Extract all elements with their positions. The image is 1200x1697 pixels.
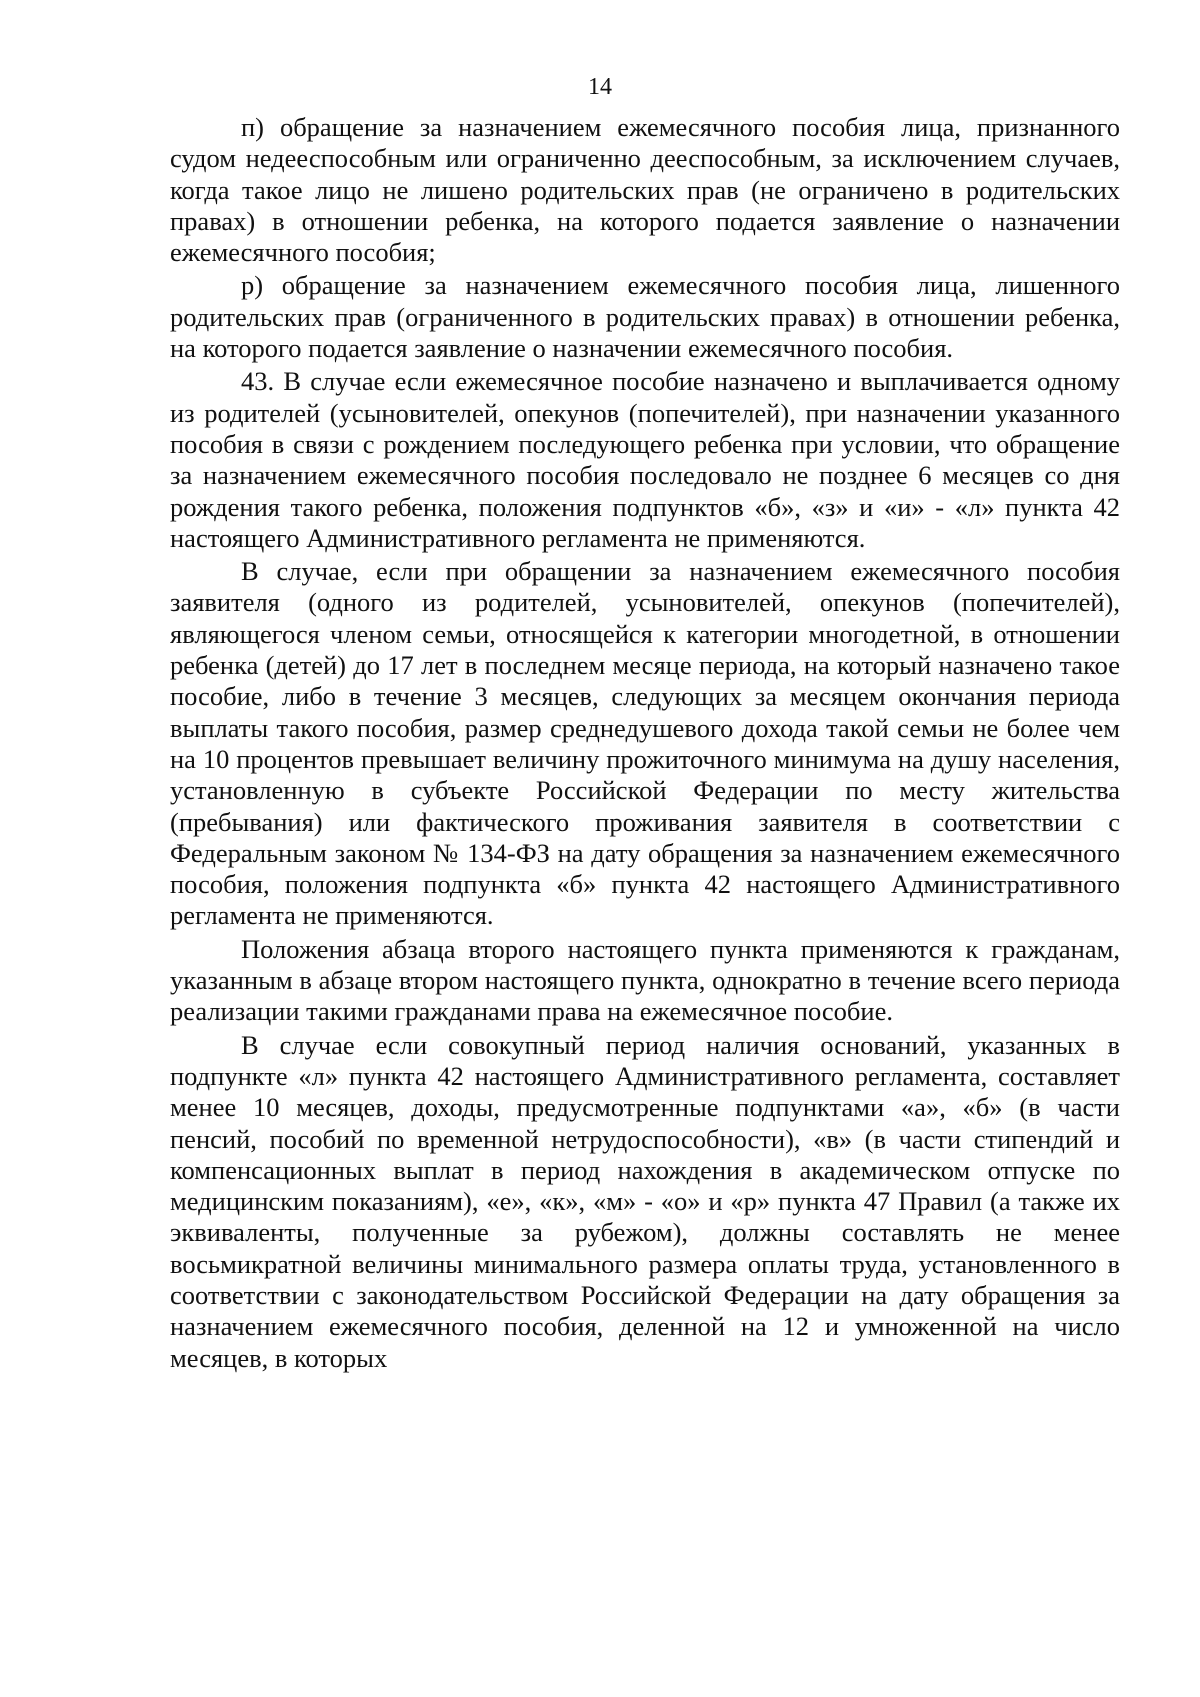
paragraph-r: р) обращение за назначением ежемесячного пособия лица, лишенного родительских прав (ограниченного в родительских правах) в отношении ребенка, на которого подается заявление о назначении ежемесячного пособия. <box>170 270 1120 364</box>
paragraph-43-second: В случае, если при обращении за назначением ежемесячного пособия заявителя (одного из родителей, усыновителей, опекунов (попечителей), являющегося членом семьи, относящейся к категории многодетной, в отношении ребенка (детей) до 17 лет в последнем месяце периода, на который назначено такое пособие, либо в течение 3 месяцев, следующих за месяцем окончания периода выплаты такого пособия, размер среднедушевого дохода такой семьи не более чем на 10 процентов превышает величину прожиточного минимума на душу населения, установленную в субъекте Российской Федерации по месту жительства (пребывания) или фактического проживания заявителя в соответствии с Федеральным законом № 134-ФЗ на дату обращения за назначением ежемесячного пособия, положения подпункта «б» пункта 42 настоящего Административного регламента не применяются. <box>170 556 1120 931</box>
paragraph-p: п) обращение за назначением ежемесячного пособия лица, признанного судом недееспособным или ограниченно дееспособным, за исключением случаев, когда такое лицо не лишено родительских прав (не ограничено в родительских правах) в отношении ребенка, на которого подается заявление о назначении ежемесячного пособия; <box>170 112 1120 268</box>
document-body <box>170 112 1120 1376</box>
page-number: 14 <box>588 74 612 100</box>
paragraph-43-third: Положения абзаца второго настоящего пункта применяются к гражданам, указанным в абзаце втором настоящего пункта, однократно в течение всего периода реализации такими гражданами права на ежемесячное пособие. <box>170 933 1120 1027</box>
paragraph-43: 43. В случае если ежемесячное пособие назначено и выплачивается одному из родителей (усыновителей, опекунов (попечителей), при назначении указанного пособия в связи с рождением последующего ребенка при условии, что обращение за назначением ежемесячного пособия последовало не позднее 6 месяцев со дня рождения такого ребенка, положения подпунктов «б», «з» и «и» - «л» пункта 42 настоящего Административного регламента не применяются. <box>170 366 1120 553</box>
paragraph-43-fourth: В случае если совокупный период наличия оснований, указанных в подпункте «л» пункта 42 настоящего Административного регламента, составляет менее 10 месяцев, доходы, предусмотренные подпунктами «а», «б» (в части пенсий, пособий по временной нетрудоспособности), «в» (в части стипендий и компенсационных выплат в период нахождения в академическом отпуске по медицинским показаниям), «е», «к», «м» - «о» и «р» пункта 47 Правил (а также их эквиваленты, полученные за рубежом), должны составлять не менее восьмикратной величины минимального размера оплаты труда, установленного в соответствии с законодательством Российской Федерации на дату обращения за назначением ежемесячного пособия, деленной на 12 и умноженной на число месяцев, в которых <box>170 1029 1120 1373</box>
